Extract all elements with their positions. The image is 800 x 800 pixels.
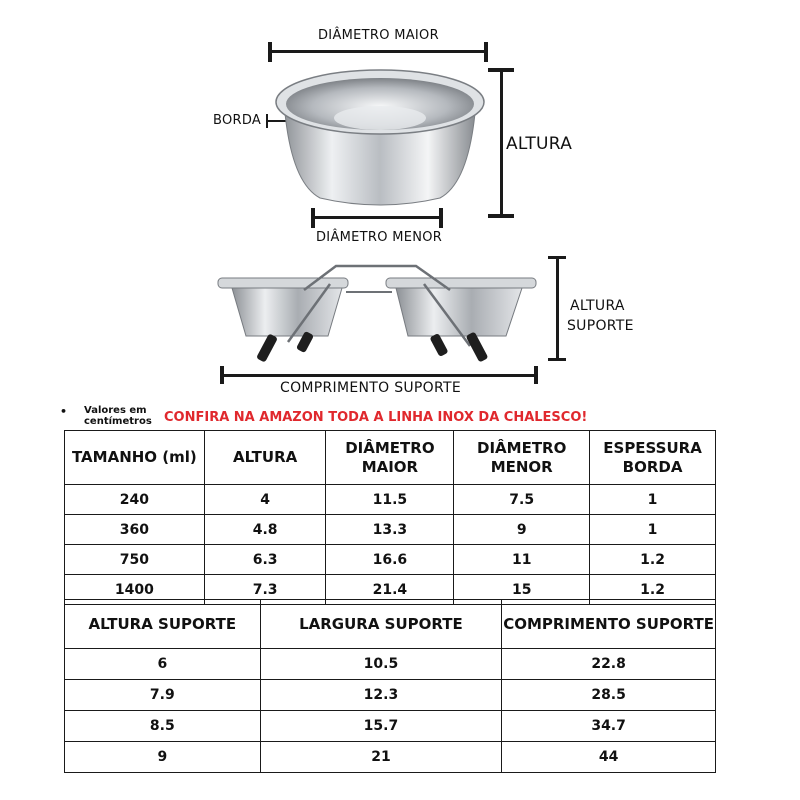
label-borda: BORDA [213, 113, 262, 128]
table-row [65, 649, 716, 680]
header-largura-suporte: LARGURA SUPORTE [260, 600, 502, 649]
table-cell: 15 [454, 575, 590, 605]
table-cell: 1.2 [590, 575, 716, 605]
table-cell: 10.5 [260, 649, 502, 680]
borda-pointer-cap [266, 114, 268, 128]
table-cell: 9 [65, 742, 261, 773]
diametro-menor-cap-left [311, 208, 315, 228]
bowl-image [270, 62, 490, 212]
stand-size-table [64, 599, 716, 773]
dimension-cap-left [268, 42, 272, 62]
table-header-row [65, 600, 716, 649]
dimension-line-altura-suporte [556, 258, 559, 360]
label-diametro-menor: DIÂMETRO MENOR [316, 230, 443, 245]
header-altura-suporte: ALTURA SUPORTE [65, 600, 261, 649]
header-espessura-borda: ESPESSURA BORDA [590, 431, 716, 485]
table-cell: 7.3 [204, 575, 326, 605]
table-cell: 21 [260, 742, 502, 773]
table-cell: 1 [590, 515, 716, 545]
table-cell: 1400 [65, 575, 205, 605]
header-tamanho: TAMANHO (ml) [65, 431, 205, 485]
note-bullet: • [60, 405, 68, 418]
table-cell: 8.5 [65, 711, 261, 742]
table-cell: 12.3 [260, 680, 502, 711]
table-cell: 1 [590, 485, 716, 515]
table-row [65, 711, 716, 742]
label-altura-suporte-line2: SUPORTE [567, 318, 634, 334]
dimension-line-diametro-maior [270, 50, 486, 53]
altura-cap-bottom [488, 214, 514, 218]
table-cell: 6.3 [204, 545, 326, 575]
table-cell: 7.5 [454, 485, 590, 515]
table-cell: 4.8 [204, 515, 326, 545]
table-cell: 11.5 [326, 485, 454, 515]
header-comprimento-suporte: COMPRIMENTO SUPORTE [502, 600, 716, 649]
table-cell: 4 [204, 485, 326, 515]
table-row [65, 545, 716, 575]
table-cell: 1.2 [590, 545, 716, 575]
dimension-cap-right [484, 42, 488, 62]
table-cell: 750 [65, 545, 205, 575]
table-cell: 44 [502, 742, 716, 773]
label-comprimento-suporte: COMPRIMENTO SUPORTE [280, 380, 461, 396]
table-header-row [65, 431, 716, 485]
comprimento-cap-right [534, 366, 538, 384]
units-note [84, 405, 152, 427]
dimension-line-diametro-menor [313, 216, 441, 219]
table-cell: 11 [454, 545, 590, 575]
promo-banner: CONFIRA NA AMAZON TODA A LINHA INOX DA CHALESCO! [164, 410, 588, 425]
altura-suporte-cap-bottom [548, 358, 566, 361]
diametro-menor-cap-right [439, 208, 443, 228]
header-altura: ALTURA [204, 431, 326, 485]
label-altura: ALTURA [506, 134, 573, 154]
table-row [65, 515, 716, 545]
table-cell: 22.8 [502, 649, 716, 680]
table-row [65, 485, 716, 515]
table-cell: 7.9 [65, 680, 261, 711]
units-note-line1: Valores em [84, 405, 147, 416]
table-cell: 15.7 [260, 711, 502, 742]
table-row [65, 680, 716, 711]
bowl-size-table [64, 430, 716, 605]
dimension-line-comprimento-suporte [222, 374, 536, 377]
table-cell: 6 [65, 649, 261, 680]
table-cell: 240 [65, 485, 205, 515]
altura-cap-top [488, 68, 514, 72]
table-cell: 28.5 [502, 680, 716, 711]
altura-suporte-cap-top [548, 256, 566, 259]
label-altura-suporte-line1: ALTURA [570, 298, 625, 314]
table-cell: 16.6 [326, 545, 454, 575]
table-cell: 360 [65, 515, 205, 545]
stand-image [216, 262, 538, 366]
table-row [65, 742, 716, 773]
header-diametro-menor: DIÂMETRO MENOR [454, 431, 590, 485]
units-note-line2: centímetros [84, 416, 152, 427]
table-cell: 21.4 [326, 575, 454, 605]
comprimento-cap-left [220, 366, 224, 384]
table-cell: 13.3 [326, 515, 454, 545]
dimension-line-altura [500, 70, 503, 216]
header-diametro-maior: DIÂMETRO MAIOR [326, 431, 454, 485]
table-cell: 34.7 [502, 711, 716, 742]
label-diametro-maior: DIÂMETRO MAIOR [318, 28, 439, 43]
table-cell: 9 [454, 515, 590, 545]
